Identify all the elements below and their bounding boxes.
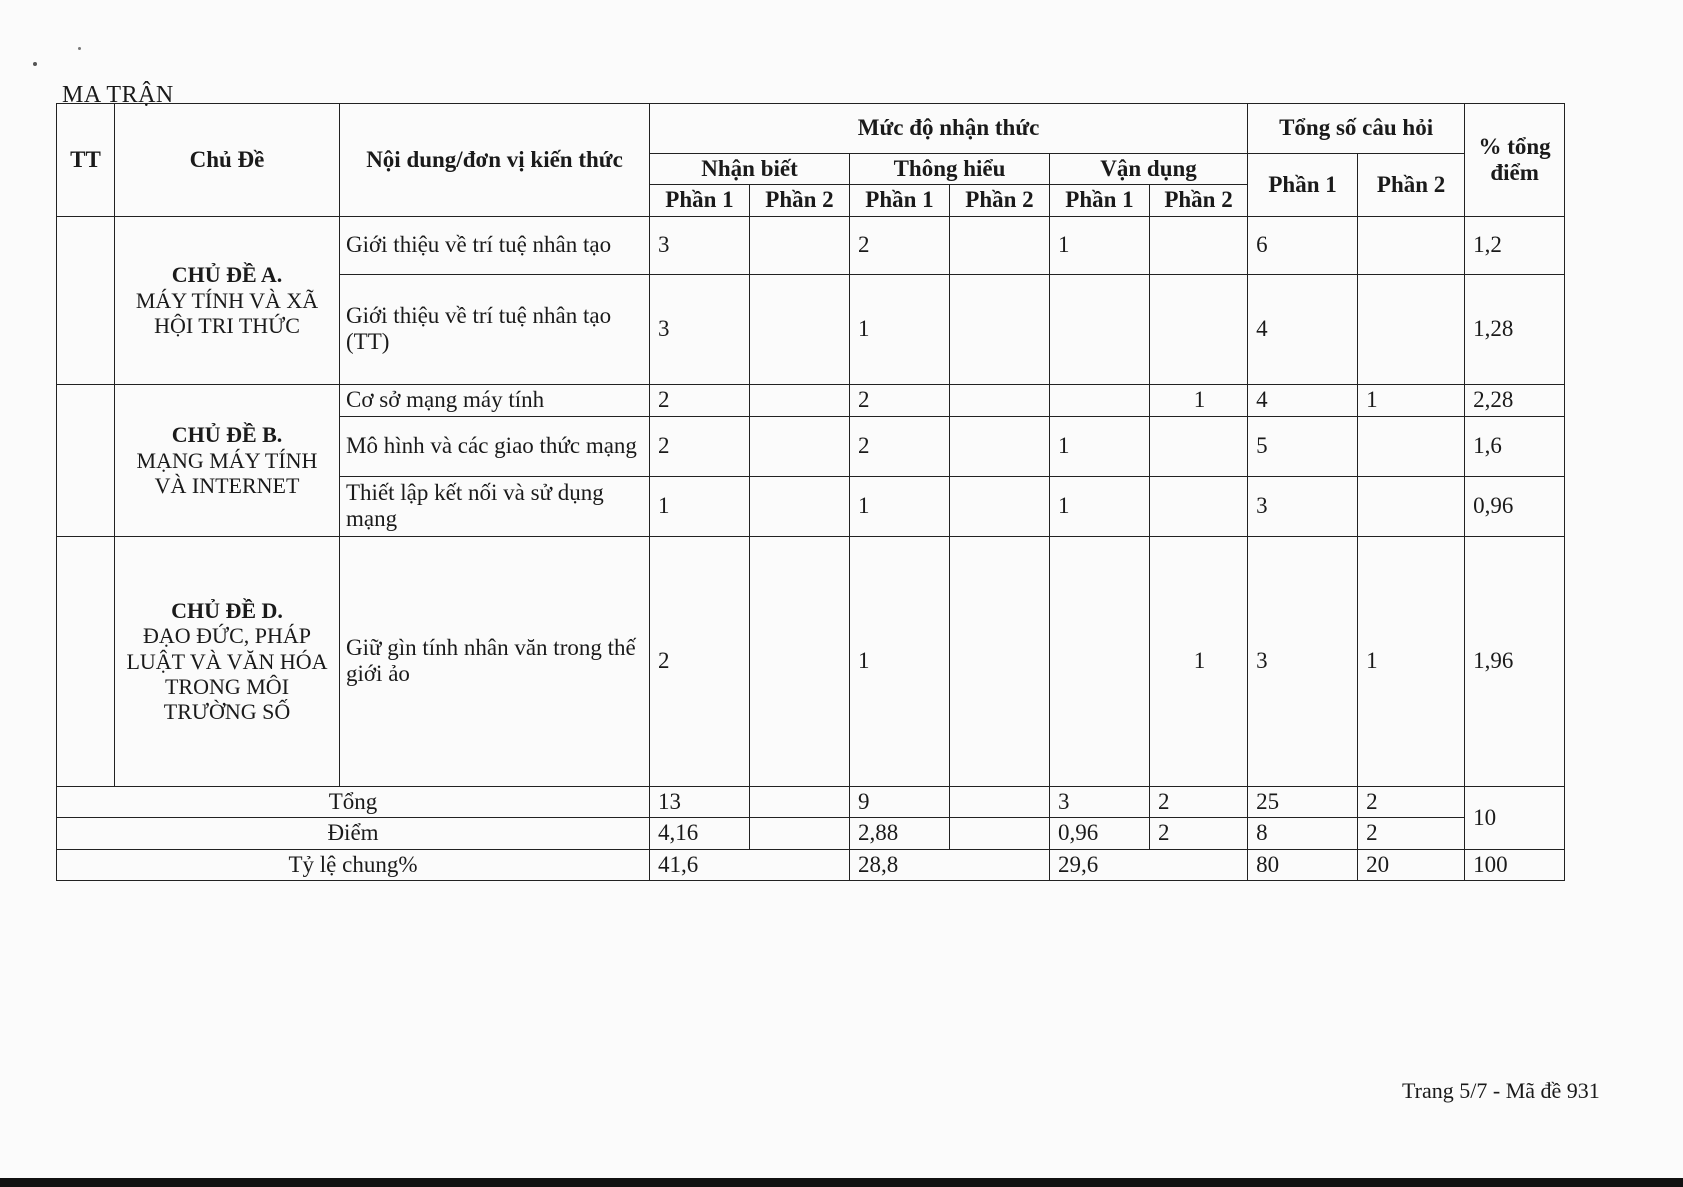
header-tong-phan1: Phần 1	[1248, 154, 1358, 217]
header-th-phan1: Phần 1	[850, 185, 950, 216]
cell-t1: 4	[1248, 274, 1358, 384]
cell-th1: 2	[850, 384, 950, 416]
cell-vd1: 1	[1050, 476, 1150, 536]
header-thong-hieu: Thông hiểu	[850, 154, 1050, 185]
tt-cell	[57, 384, 115, 536]
tt-cell	[57, 536, 115, 786]
cell-th2	[950, 416, 1050, 476]
cell-vd2	[1150, 476, 1248, 536]
topic-name: CHỦ ĐỀ B.	[171, 422, 283, 448]
cell-nb1: 2	[650, 384, 750, 416]
topic-desc: MẠNG MÁY TÍNH VÀ INTERNET	[136, 447, 318, 499]
score-th1: 2,88	[850, 818, 950, 849]
cell-vd2: 1	[1150, 536, 1248, 786]
total-pct: 10	[1465, 786, 1565, 849]
table-row	[57, 216, 1565, 274]
header-muc-do: Mức độ nhận thức	[650, 104, 1248, 154]
cell-th1: 1	[850, 274, 950, 384]
header-nhan-biet: Nhận biết	[650, 154, 850, 185]
page-footer: Trang 5/7 - Mã đề 931	[1402, 1078, 1600, 1103]
cell-t1: 3	[1248, 536, 1358, 786]
ratio-pct: 100	[1465, 849, 1565, 880]
ratio-t2: 20	[1358, 849, 1465, 880]
header-van-dung: Vận dụng	[1050, 154, 1248, 185]
total-row	[57, 786, 1565, 817]
cell-vd2	[1150, 416, 1248, 476]
content-cell: Giới thiệu về trí tuệ nhân tạo	[340, 216, 650, 274]
total-th1: 9	[850, 786, 950, 817]
cell-t2	[1358, 476, 1465, 536]
cell-vd1	[1050, 274, 1150, 384]
header-tong-so: Tổng số câu hỏi	[1248, 104, 1465, 154]
page-title: MA TRẬN	[62, 82, 174, 108]
cell-vd2	[1150, 216, 1248, 274]
cell-vd1	[1050, 384, 1150, 416]
cell-th2	[950, 384, 1050, 416]
topic-a	[115, 216, 340, 384]
content-cell: Giới thiệu về trí tuệ nhân tạo (TT)	[340, 274, 650, 384]
total-t1: 25	[1248, 786, 1358, 817]
cell-pct: 1,28	[1465, 274, 1565, 384]
cell-pct: 2,28	[1465, 384, 1565, 416]
cell-th1: 1	[850, 536, 950, 786]
cell-t1: 6	[1248, 216, 1358, 274]
header-chu-de: Chủ Đề	[115, 104, 340, 217]
score-vd2: 2	[1150, 818, 1248, 849]
cell-nb2	[750, 384, 850, 416]
score-label: Điểm	[57, 818, 650, 849]
score-nb1: 4,16	[650, 818, 750, 849]
scan-speck	[78, 47, 81, 50]
cell-t1: 4	[1248, 384, 1358, 416]
topic-desc: ĐẠO ĐỨC, PHÁP LUẬT VÀ VĂN HÓA TRONG MÔI TRƯỜNG SỐ	[126, 623, 328, 725]
header-noi-dung: Nội dung/đơn vị kiến thức	[340, 104, 650, 217]
cell-nb2	[750, 416, 850, 476]
score-nb2	[750, 818, 850, 849]
cell-nb1: 2	[650, 536, 750, 786]
cell-nb2	[750, 274, 850, 384]
cell-th2	[950, 274, 1050, 384]
cell-t2	[1358, 274, 1465, 384]
cell-th1: 2	[850, 416, 950, 476]
cell-vd2	[1150, 274, 1248, 384]
content-cell: Cơ sở mạng máy tính	[340, 384, 650, 416]
cell-th1: 1	[850, 476, 950, 536]
cell-vd1	[1050, 536, 1150, 786]
cell-vd1: 1	[1050, 416, 1150, 476]
table-row	[57, 384, 1565, 416]
cell-th1: 2	[850, 216, 950, 274]
total-vd2: 2	[1150, 786, 1248, 817]
score-t2: 2	[1358, 818, 1465, 849]
cell-vd2: 1	[1150, 384, 1248, 416]
scan-edge	[0, 1178, 1683, 1187]
header-vd-phan2: Phần 2	[1150, 185, 1248, 216]
total-nb2	[750, 786, 850, 817]
cell-t2: 1	[1358, 384, 1465, 416]
topic-name: CHỦ ĐỀ D.	[171, 598, 283, 624]
ratio-t1: 80	[1248, 849, 1358, 880]
cell-th2	[950, 216, 1050, 274]
total-vd1: 3	[1050, 786, 1150, 817]
ratio-label: Tỷ lệ chung%	[57, 849, 650, 880]
content-cell: Mô hình và các giao thức mạng	[340, 416, 650, 476]
header-tt: TT	[57, 104, 115, 217]
table-row	[57, 536, 1565, 786]
topic-b	[115, 384, 340, 536]
tt-cell	[57, 216, 115, 384]
cell-nb1: 3	[650, 216, 750, 274]
ratio-th: 28,8	[850, 849, 1050, 880]
ratio-row	[57, 849, 1565, 880]
score-th2	[950, 818, 1050, 849]
cell-t1: 5	[1248, 416, 1358, 476]
total-nb1: 13	[650, 786, 750, 817]
cell-nb1: 3	[650, 274, 750, 384]
cell-nb1: 2	[650, 416, 750, 476]
header-nb-phan1: Phần 1	[650, 185, 750, 216]
header-nb-phan2: Phần 2	[750, 185, 850, 216]
total-t2: 2	[1358, 786, 1465, 817]
cell-th2	[950, 476, 1050, 536]
cell-t2	[1358, 416, 1465, 476]
ratio-vd: 29,6	[1050, 849, 1248, 880]
header-th-phan2: Phần 2	[950, 185, 1050, 216]
score-t1: 8	[1248, 818, 1358, 849]
total-th2	[950, 786, 1050, 817]
topic-name: CHỦ ĐỀ A.	[171, 262, 283, 288]
score-vd1: 0,96	[1050, 818, 1150, 849]
cell-nb2	[750, 536, 850, 786]
total-label: Tổng	[57, 786, 650, 817]
cell-pct: 1,96	[1465, 536, 1565, 786]
header-vd-phan1: Phần 1	[1050, 185, 1150, 216]
cell-t2: 1	[1358, 536, 1465, 786]
cell-pct: 1,6	[1465, 416, 1565, 476]
cell-vd1: 1	[1050, 216, 1150, 274]
cell-nb1: 1	[650, 476, 750, 536]
score-row	[57, 818, 1565, 849]
topic-desc: MÁY TÍNH VÀ XÃ HỘI TRI THỨC	[135, 287, 319, 339]
cell-t1: 3	[1248, 476, 1358, 536]
header-tong-phan2: Phần 2	[1358, 154, 1465, 217]
cell-nb2	[750, 476, 850, 536]
topic-d	[115, 536, 340, 786]
matrix-table	[56, 103, 1565, 881]
ratio-nb: 41,6	[650, 849, 850, 880]
cell-t2	[1358, 216, 1465, 274]
cell-nb2	[750, 216, 850, 274]
header-pct: % tổng điểm	[1465, 104, 1565, 217]
scan-speck	[33, 62, 37, 66]
cell-pct: 0,96	[1465, 476, 1565, 536]
cell-pct: 1,2	[1465, 216, 1565, 274]
cell-th2	[950, 536, 1050, 786]
content-cell: Thiết lập kết nối và sử dụng mạng	[340, 476, 650, 536]
content-cell: Giữ gìn tính nhân văn trong thế giới ảo	[340, 536, 650, 786]
